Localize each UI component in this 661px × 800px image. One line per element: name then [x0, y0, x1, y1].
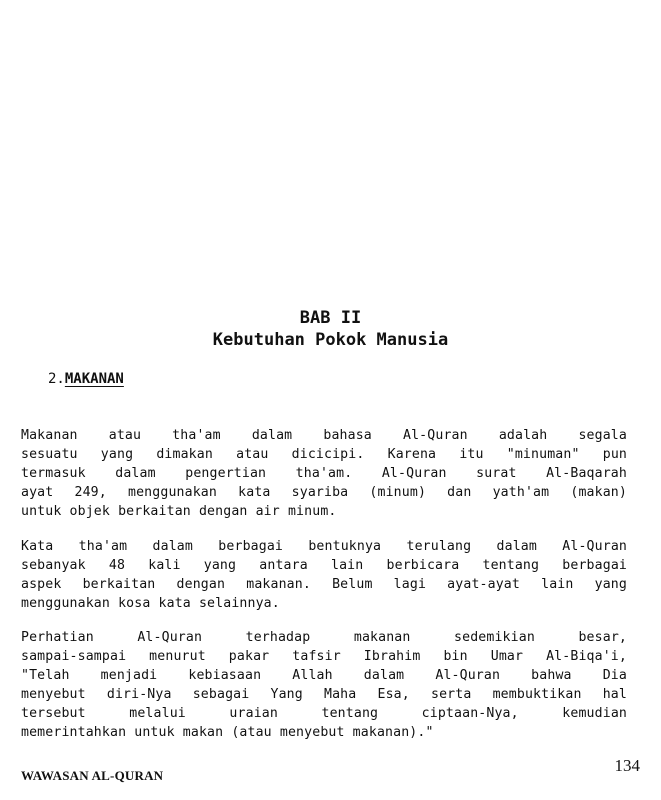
paragraph-line: memerintahkan untuk makan (atau menyebut makanan)." — [21, 725, 434, 740]
section-title: MAKANAN — [64, 371, 124, 387]
paragraph-line: Makanan atau tha'am dalam bahasa Al-Quran adalah segala — [21, 428, 627, 443]
paragraph-1 — [21, 426, 627, 521]
paragraph-3 — [21, 628, 627, 742]
chapter-number: BAB II — [299, 308, 362, 328]
paragraph-line: sesuatu yang dimakan atau dicicipi. Karena itu "minuman" pun — [21, 447, 627, 462]
paragraph-line: menyebut diri-Nya sebagai Yang Maha Esa, serta membuktikan hal — [21, 687, 627, 702]
paragraph-line: untuk objek berkaitan dengan air minum. — [21, 504, 337, 519]
section-number: 2. — [48, 371, 65, 387]
chapter-heading — [0, 307, 661, 351]
paragraph-line: Kata tha'am dalam berbagai bentuknya terulang dalam Al-Quran — [21, 539, 627, 554]
paragraph-line: menggunakan kosa kata selainnya. — [21, 596, 280, 611]
page-number: 134 — [614, 756, 640, 775]
paragraph-2 — [21, 537, 627, 613]
chapter-title: Kebutuhan Pokok Manusia — [212, 330, 449, 350]
paragraph-line: sebanyak 48 kali yang antara lain berbicara tentang berbagai — [21, 558, 627, 573]
paragraph-line: ayat 249, menggunakan kata syariba (minum) dan yath'am (makan) — [21, 485, 627, 500]
paragraph-line: aspek berkaitan dengan makanan. Belum lagi ayat-ayat lain yang — [21, 577, 627, 592]
footer-book-title: WAWASAN AL-QURAN — [21, 768, 164, 783]
paragraph-line: sampai-sampai menurut pakar tafsir Ibrahim bin Umar Al-Biqa'i, — [21, 649, 627, 664]
paragraph-line: Perhatian Al-Quran terhadap makanan sedemikian besar, — [21, 630, 627, 645]
section-heading — [48, 370, 124, 388]
paragraph-line: termasuk dalam pengertian tha'am. Al-Quran surat Al-Baqarah — [21, 466, 627, 481]
paragraph-line: "Telah menjadi kebiasaan Allah dalam Al-Quran bahwa Dia — [21, 668, 627, 683]
paragraph-line: tersebut melalui uraian tentang ciptaan-Nya, kemudian — [21, 706, 627, 721]
